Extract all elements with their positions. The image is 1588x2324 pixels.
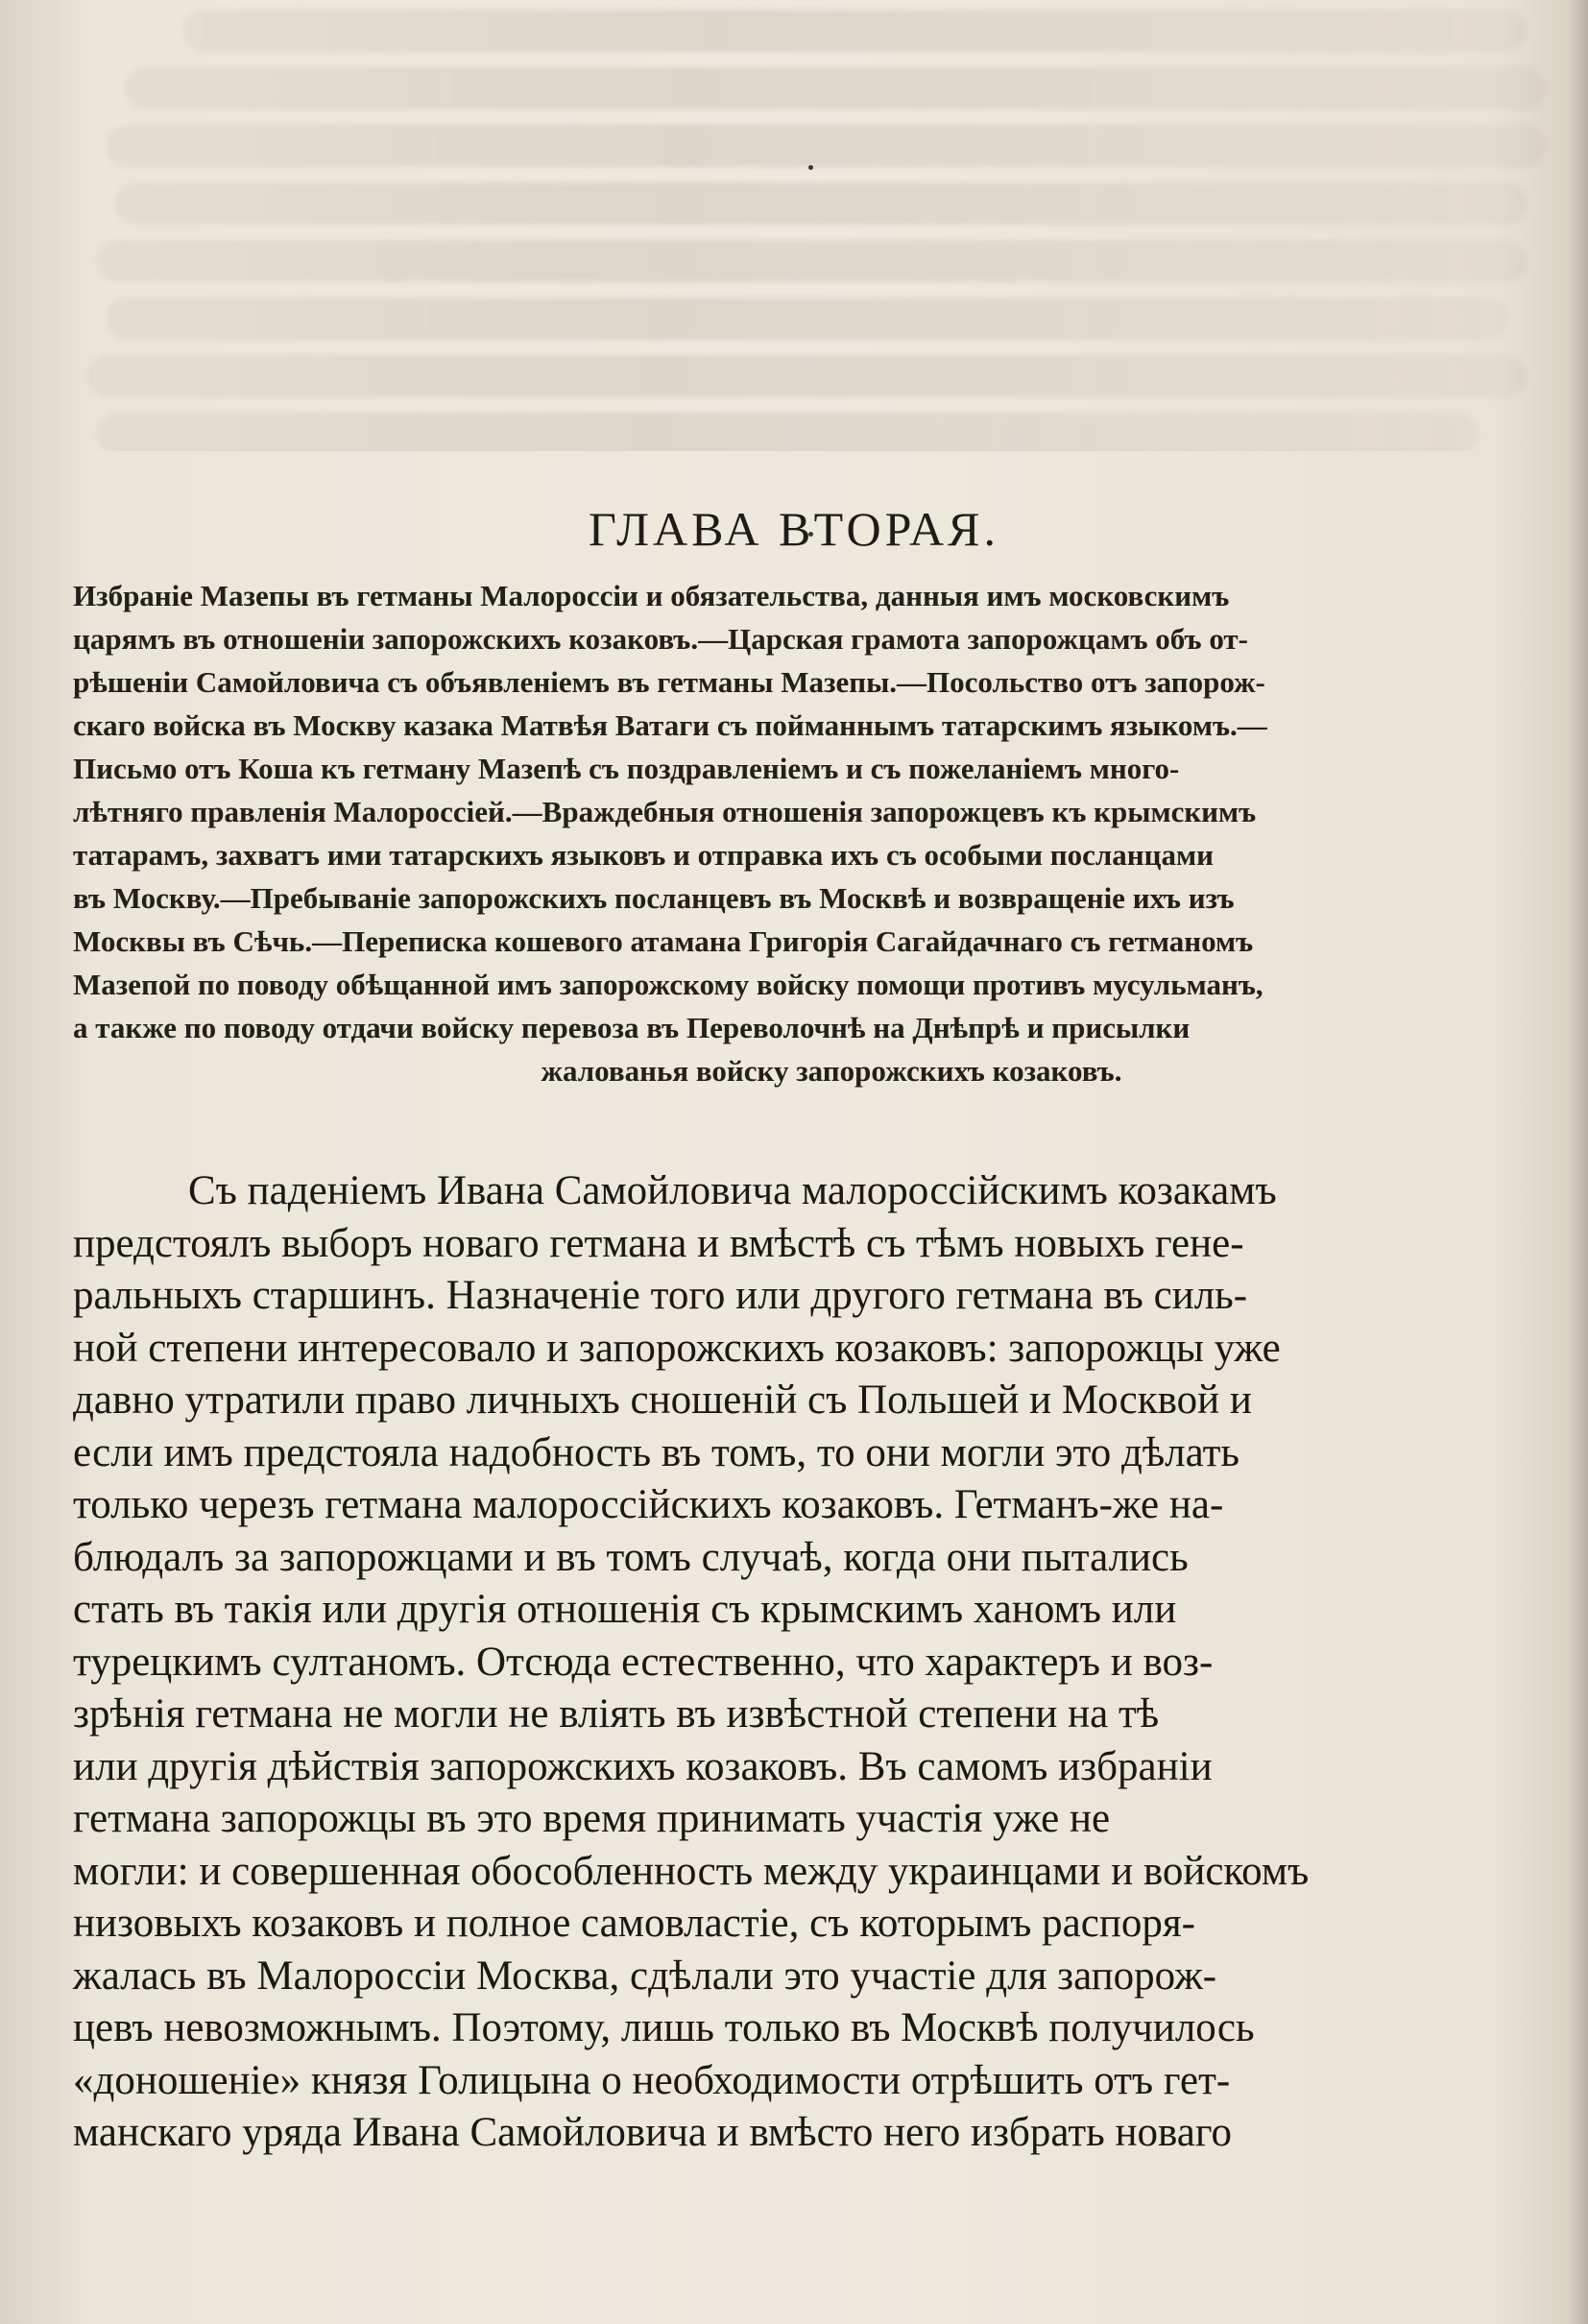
bleed-line xyxy=(106,298,1507,340)
body-line: «доношеніе» князя Голицына о необходимости отрѣшить отъ гет- xyxy=(73,2057,1231,2103)
synopsis-line: а также по поводу отдачи войску перевоза въ Переволочнѣ на Днѣпрѣ и присылки xyxy=(73,1011,1191,1044)
synopsis-line: Москвы въ Сѣчь.—Переписка кошевого атамана Григорія Сагайдачнаго съ гетманомъ xyxy=(73,924,1254,958)
body-line: цевъ невозможнымъ. Поэтому, лишь только въ Москвѣ получилось xyxy=(73,2005,1255,2050)
body-line: если имъ предстояла надобность въ томъ, то они могли это дѣлать xyxy=(73,1429,1240,1475)
synopsis-line: Избраніе Мазепы въ гетманы Малороссіи и обязательства, данныя имъ московскимъ xyxy=(73,579,1230,612)
bleed-line xyxy=(96,413,1479,451)
page-edge-shadow xyxy=(1569,0,1588,2324)
synopsis-line: царямъ въ отношеніи запорожскихъ козаковъ.—Царская грамота запорожцамъ объ от- xyxy=(73,622,1248,656)
synopsis-line: татарамъ, захватъ ими татарскихъ языковъ и отправка ихъ съ особыми посланцами xyxy=(73,838,1214,872)
body-line: манскаго уряда Ивана Самойловича и вмѣсто него избрать новаго xyxy=(73,2110,1232,2155)
body-line: ральныхъ старшинъ. Назначеніе того или другого гетмана въ силь- xyxy=(73,1273,1248,1318)
body-line: низовыхъ козаковъ и полное самовластіе, съ которымъ распоря- xyxy=(73,1901,1195,1946)
bleed-line xyxy=(115,182,1527,225)
chapter-synopsis xyxy=(73,574,1588,1092)
bleed-line xyxy=(86,355,1527,397)
body-line: блюдалъ за запорожцами и въ томъ случаѣ, когда они пытались xyxy=(73,1534,1189,1580)
body-line: предстоялъ выборъ новаго гетмана и вмѣстѣ съ тѣмъ новыхъ гене- xyxy=(73,1220,1244,1266)
synopsis-line: лѣтняго правленія Малороссіей.—Враждебныя отношенія запорожцевъ къ крымскимъ xyxy=(73,795,1257,828)
body-line: Съ паденіемъ Ивана Самойловича малороссійскимъ козакамъ xyxy=(188,1168,1277,1213)
body-line: давно утратили право личныхъ сношеній съ Польшей и Москвой и xyxy=(73,1378,1252,1423)
ink-speck xyxy=(808,165,813,170)
body-line: только черезъ гетмана малороссійскихъ козаковъ. Гетманъ-же на- xyxy=(73,1482,1224,1527)
synopsis-line: рѣшеніи Самойловича съ объявленіемъ въ гетманы Мазепы.—Посольство отъ запорож- xyxy=(73,665,1265,699)
bleed-line xyxy=(96,240,1527,282)
synopsis-line: скаго войска въ Москву казака Матвѣя Ватаги съ пойманнымъ татарскимъ языкомъ.— xyxy=(73,708,1267,742)
bleed-through-text xyxy=(67,0,1565,451)
body-line: турецкимъ султаномъ. Отсюда естественно, что характеръ и воз- xyxy=(73,1639,1214,1685)
synopsis-line: въ Москву.—Пребываніе запорожскихъ посланцевъ въ Москвѣ и возвращеніе ихъ изъ xyxy=(73,881,1235,915)
body-line: или другія дѣйствія запорожскихъ козаковъ. Въ самомъ избраніи xyxy=(73,1743,1213,1789)
body-line: могли: и совершенная обособленность между украинцами и войскомъ xyxy=(73,1848,1310,1894)
bleed-line xyxy=(106,125,1546,167)
body-line: ной степени интересовало и запорожскихъ козаковъ: запорожцы уже xyxy=(73,1325,1281,1371)
body-line: зрѣнія гетмана не могли не вліять въ извѣстной степени на тѣ xyxy=(73,1691,1160,1737)
synopsis-line: Письмо отъ Коша къ гетману Мазепѣ съ поздравленіемъ и съ пожеланіемъ много- xyxy=(73,752,1180,785)
body-line: гетмана запорожцы въ это время принимать участія уже не xyxy=(73,1796,1111,1841)
chapter-title: ГЛАВА ВТОРАЯ. xyxy=(588,502,1000,556)
body-line: жалась въ Малороссіи Москва, сдѣлали это участіе для запорож- xyxy=(73,1953,1217,1999)
synopsis-line: Мазепой по поводу обѣщанной имъ запорожскому войску помощи противъ мусульманъ, xyxy=(73,968,1263,1001)
body-line: стать въ такія или другія отношенія съ крымскимъ ханомъ или xyxy=(73,1587,1177,1632)
bleed-line xyxy=(125,67,1546,109)
bleed-line xyxy=(182,10,1527,52)
body-paragraph xyxy=(73,1165,1588,2160)
synopsis-line: жалованья войску запорожскихъ козаковъ. xyxy=(541,1054,1122,1088)
